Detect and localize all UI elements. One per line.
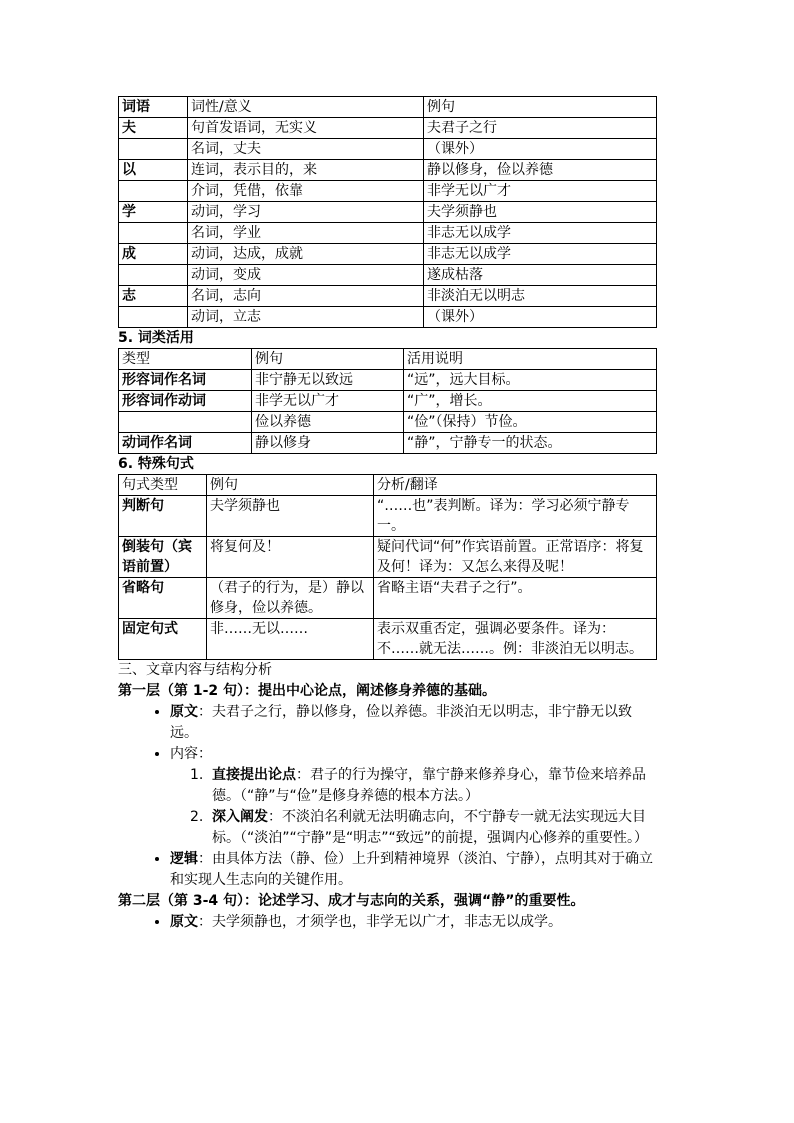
table-row <box>119 265 657 286</box>
table-cell: “广”，增长。 <box>404 391 657 412</box>
table-cell: 名词，志向 <box>188 286 424 307</box>
logic-text: ：由具体方法（静、俭）上升到精神境界（淡泊、宁静），点明其对于确立和实现人生志向的关键作用。 <box>170 851 653 888</box>
item-label: 深入阐发 <box>212 809 268 825</box>
numbered-item <box>190 807 656 849</box>
table-row <box>119 391 657 412</box>
table-header-row <box>119 349 657 370</box>
layer-1-heading: 第一层（第 1-2 句）：提出中心论点，阐述修身养德的基础。 <box>118 683 497 699</box>
table-cell: 动词，学习 <box>188 202 424 223</box>
table-cell: 介词，凭借，依靠 <box>188 181 424 202</box>
table-row <box>119 619 657 660</box>
table-cell: 夫学须静也 <box>424 202 657 223</box>
table-cell: 将复何及！ <box>207 537 374 578</box>
numbered-item <box>190 765 656 807</box>
item-text: ：君子的行为操守，靠宁静来修养身心，靠节俭来培养品德。（“静”与“俭”是修身养德的根本方法。） <box>212 767 646 804</box>
table-cell <box>119 265 188 286</box>
table-cell <box>119 223 188 244</box>
original-label: 原文 <box>170 914 198 930</box>
table-header-cell: 例句 <box>207 475 374 496</box>
table-cell: 志 <box>119 286 188 307</box>
part-3-title: 三、文章内容与结构分析 <box>118 662 272 678</box>
word-class-table <box>118 348 657 454</box>
table-cell: 表示双重否定，强调必要条件。译为：不……就无法……。例：非淡泊无以明志。 <box>374 619 657 660</box>
table-cell: 成 <box>119 244 188 265</box>
table-cell: （课外） <box>424 307 657 328</box>
table-cell: 疑问代词“何”作宾语前置。正常语序：将复及何！译为：又怎么来得及呢！ <box>374 537 657 578</box>
table-row <box>119 412 657 433</box>
vocab-table <box>118 96 657 328</box>
list-item <box>170 912 656 933</box>
table-header-row <box>119 97 657 118</box>
table-row <box>119 578 657 619</box>
table-cell: “静”，宁静专一的状态。 <box>404 433 657 454</box>
layer-2-heading: 第二层（第 3-4 句）：论述学习、成才与志向的关系，强调“静”的重要性。 <box>118 893 585 909</box>
table-cell: 静以修身，俭以养德 <box>424 160 657 181</box>
table-cell: 非志无以成学 <box>424 223 657 244</box>
table-cell: 省略句 <box>119 578 207 619</box>
sentence-pattern-table <box>118 474 657 660</box>
table-cell: 名词，丈夫 <box>188 139 424 160</box>
table-header-cell: 例句 <box>424 97 657 118</box>
table-row <box>119 139 657 160</box>
table-header-cell: 类型 <box>119 349 252 370</box>
table-row <box>119 433 657 454</box>
table-cell: 倒装句（宾语前置） <box>119 537 207 578</box>
logic-label: 逻辑 <box>170 851 198 867</box>
table-cell: 非学无以广才 <box>424 181 657 202</box>
table-cell: 俭以养德 <box>252 412 404 433</box>
table-cell: 非……无以…… <box>207 619 374 660</box>
table-cell: 动词，达成，成就 <box>188 244 424 265</box>
table-cell: 连词，表示目的，来 <box>188 160 424 181</box>
table-cell: 夫学须静也 <box>207 496 374 537</box>
table-header-cell: 句式类型 <box>119 475 207 496</box>
table-cell: 夫 <box>119 118 188 139</box>
item-number: 1. <box>190 767 204 783</box>
table-cell: 形容词作名词 <box>119 370 252 391</box>
table-cell: 动词作名词 <box>119 433 252 454</box>
item-text: ：不淡泊名利就无法明确志向，不宁静专一就无法实现远大目标。（“淡泊”“宁静”是“明志”“致远”的前提，强调内心修养的重要性。） <box>212 809 649 846</box>
table-cell: 学 <box>119 202 188 223</box>
table-cell <box>119 181 188 202</box>
table-cell: “远”，远大目标。 <box>404 370 657 391</box>
table-cell: 非宁静无以致远 <box>252 370 404 391</box>
table-cell: 以 <box>119 160 188 181</box>
table-cell: （课外） <box>424 139 657 160</box>
original-label: 原文 <box>170 704 198 720</box>
table-row <box>119 244 657 265</box>
original-text: ：夫学须静也，才须学也，非学无以广才，非志无以成学。 <box>198 914 562 930</box>
table-cell: 名词，学业 <box>188 223 424 244</box>
table-row <box>119 286 657 307</box>
table-row <box>119 202 657 223</box>
document-page <box>118 96 656 933</box>
layer-1-list <box>118 702 656 891</box>
item-number: 2. <box>190 809 204 825</box>
list-item <box>170 702 656 744</box>
table-cell <box>119 412 252 433</box>
table-cell: （君子的行为，是）静以修身，俭以养德。 <box>207 578 374 619</box>
table-row <box>119 118 657 139</box>
table-row <box>119 537 657 578</box>
table-cell: 省略主语“夫君子之行”。 <box>374 578 657 619</box>
table-row <box>119 307 657 328</box>
table-cell: 动词，立志 <box>188 307 424 328</box>
table-header-cell: 例句 <box>252 349 404 370</box>
content-colon: ： <box>198 746 212 762</box>
table-header-row <box>119 475 657 496</box>
table-header-cell: 词语 <box>119 97 188 118</box>
content-label: 内容 <box>170 746 198 762</box>
section-6-title: 6. 特殊句式 <box>118 456 194 472</box>
table-cell: 非学无以广才 <box>252 391 404 412</box>
table-row <box>119 496 657 537</box>
table-cell: 判断句 <box>119 496 207 537</box>
section-5-title: 5. 词类活用 <box>118 330 194 346</box>
list-item <box>170 849 656 891</box>
table-cell: 遂成枯落 <box>424 265 657 286</box>
table-cell <box>119 139 188 160</box>
table-cell: 动词，变成 <box>188 265 424 286</box>
table-cell: 静以修身 <box>252 433 404 454</box>
table-cell <box>119 307 188 328</box>
table-header-cell: 活用说明 <box>404 349 657 370</box>
table-cell: 夫君子之行 <box>424 118 657 139</box>
content-numbered-list <box>170 765 656 849</box>
table-cell: 句首发语词，无实义 <box>188 118 424 139</box>
table-row <box>119 223 657 244</box>
table-cell: 非志无以成学 <box>424 244 657 265</box>
layer-2-list <box>118 912 656 933</box>
table-cell: “俭”（保持）节俭。 <box>404 412 657 433</box>
table-cell: 固定句式 <box>119 619 207 660</box>
original-text: ：夫君子之行，静以修身，俭以养德。非淡泊无以明志，非宁静无以致远。 <box>170 704 632 741</box>
table-cell: “……也”表判断。译为：学习必须宁静专一。 <box>374 496 657 537</box>
table-cell: 非淡泊无以明志 <box>424 286 657 307</box>
table-row <box>119 160 657 181</box>
table-row <box>119 370 657 391</box>
table-row <box>119 181 657 202</box>
table-header-cell: 词性/意义 <box>188 97 424 118</box>
list-item <box>170 744 656 849</box>
table-cell: 形容词作动词 <box>119 391 252 412</box>
item-label: 直接提出论点 <box>212 767 296 783</box>
table-header-cell: 分析/翻译 <box>374 475 657 496</box>
